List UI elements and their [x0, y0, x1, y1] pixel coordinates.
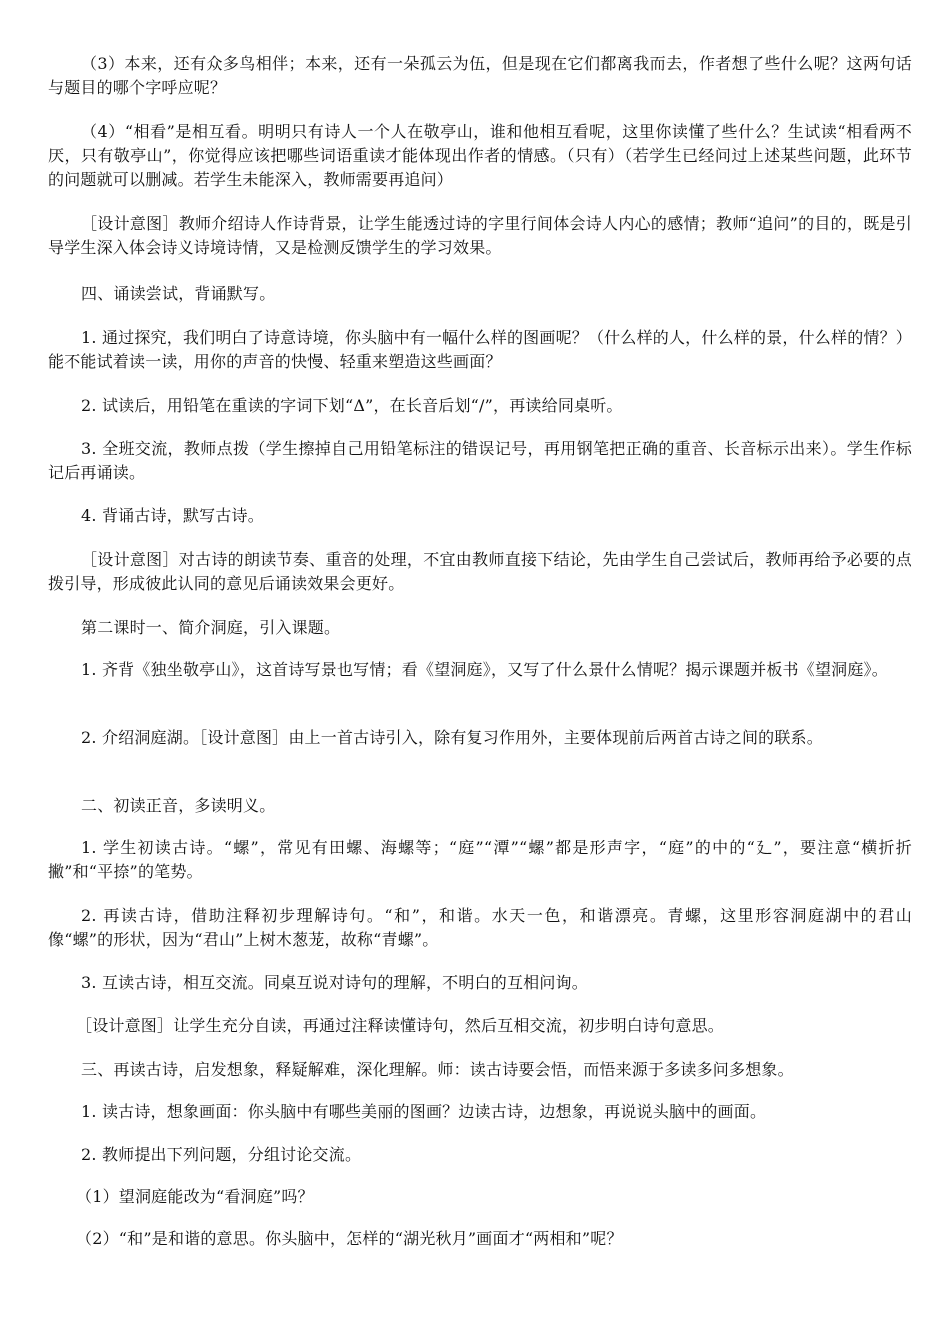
paragraph-step-4: 4. 背诵古诗，默写古诗。: [81, 506, 264, 525]
paragraph-design-intent-3: ［设计意图］让学生充分自读，再通过注释读懂诗句，然后互相交流，初步明白诗句意思。: [76, 1016, 725, 1035]
paragraph-reading-step-2: 2. 再读古诗，借助注释初步理解诗句。“和”，和谐。水天一色，和谐漂亮。青螺，这里形容洞庭湖中的君山像“螺”的形状，因为“君山”上树木葱茏，故称“青螺”。: [48, 906, 912, 949]
section-heading-lesson-2: 第二课时一、简介洞庭，引入课题。: [81, 618, 341, 637]
paragraph-lesson2-step-1: 1. 齐背《独坐敬亭山》，这首诗写景也写情；看《望洞庭》，又写了什么景什么情呢？揭示课题并板书《望洞庭》。: [81, 660, 888, 679]
paragraph-reading-step-3: 3. 互读古诗，相互交流。同桌互说对诗句的理解，不明白的互相问询。: [81, 973, 588, 992]
paragraph-step-1: 1. 通过探究，我们明白了诗意诗境，你头脑中有一幅什么样的图画呢？（什么样的人，什么样的景，什么样的情？）能不能试着读一读，用你的声音的快慢、轻重来塑造这些画面？: [48, 328, 912, 371]
paragraph-step-3: 3. 全班交流，教师点拨（学生擦掉自己用铅笔标注的错误记号，再用钢笔把正确的重音、长音标示出来）。学生作标记后再诵读。: [48, 439, 912, 482]
paragraph-design-intent-1: ［设计意图］教师介绍诗人作诗背景，让学生能透过诗的字里行间体会诗人内心的感情；教师“追问”的目的，既是引导学生深入体会诗义诗境诗情，又是检测反馈学生的学习效果。: [48, 214, 912, 257]
paragraph-sub-question-2: （2）“和”是和谐的意思。你头脑中，怎样的“湖光秋月”画面才“两相和”呢？: [76, 1229, 623, 1248]
paragraph-lesson2-step-2: 2. 介绍洞庭湖。［设计意图］由上一首古诗引入，除有复习作用外，主要体现前后两首古诗之间的联系。: [81, 728, 823, 747]
paragraph-design-intent-2: ［设计意图］对古诗的朗读节奏、重音的处理，不宜由教师直接下结论，先由学生自己尝试后，教师再给予必要的点拨引导，形成彼此认同的意见后诵读效果会更好。: [48, 550, 912, 593]
paragraph-sub-question-1: （1）望洞庭能改为“看洞庭”吗？: [76, 1187, 314, 1206]
paragraph-reading-step-1: 1. 学生初读古诗。“螺”，常见有田螺、海螺等；“庭”“潭”“螺”都是形声字，“庭”的中的“廴”，要注意“横折折撇”和“平捺”的笔势。: [48, 838, 912, 881]
section-heading-4: 四、诵读尝试，背诵默写。: [81, 284, 276, 303]
paragraph-step-2: 2. 试读后，用铅笔在重读的字词下划“Δ”，在长音后划“/”，再读给同桌听。: [81, 396, 623, 415]
paragraph-imagine-step-2: 2. 教师提出下列问题，分组讨论交流。: [81, 1145, 362, 1164]
paragraph-imagine-step-1: 1. 读古诗，想象画面：你头脑中有哪些美丽的图画？边读古诗，边想象，再说说头脑中的画面。: [81, 1102, 767, 1121]
section-heading-2: 二、初读正音，多读明义。: [81, 796, 276, 815]
paragraph-question-4: （4）“相看”是相互看。明明只有诗人一个人在敬亭山，谁和他相互看呢，这里你读懂了些什么？生试读“相看两不厌，只有敬亭山”，你觉得应该把哪些词语重读才能体现出作者的情感。（只有）（若学生已经问过上述某些问题，此环节的问题就可以删减。若学生未能深入，教师需要再追问）: [48, 122, 912, 189]
section-heading-3: 三、再读古诗，启发想象，释疑解难，深化理解。师：读古诗要会悟，而悟来源于多读多问多想象。: [81, 1060, 794, 1079]
paragraph-question-3: （3）本来，还有众多鸟相伴；本来，还有一朵孤云为伍，但是现在它们都离我而去，作者想了些什么呢？这两句话与题目的哪个字呼应呢？: [48, 54, 912, 97]
